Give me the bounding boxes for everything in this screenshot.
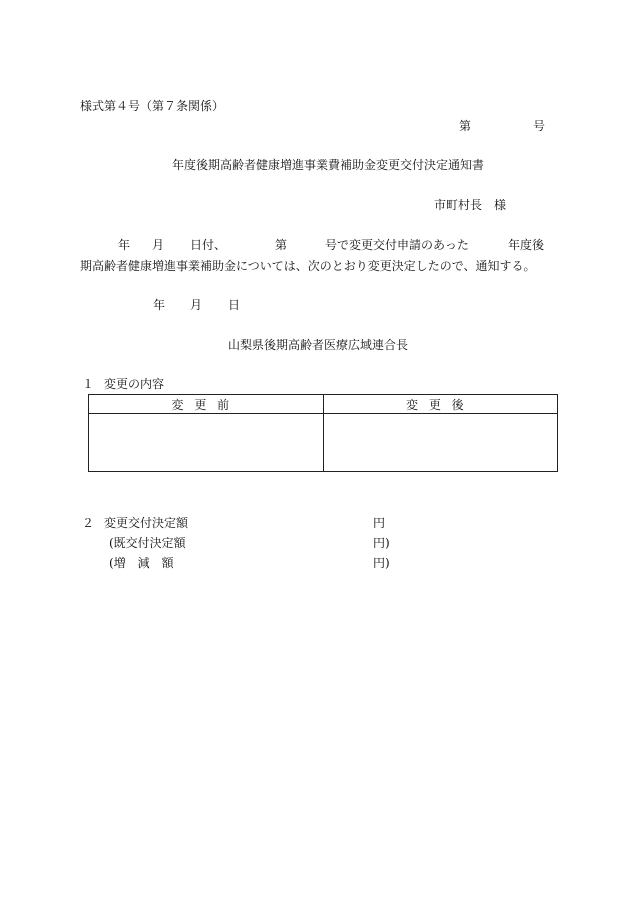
header-after: 変更後: [323, 395, 558, 414]
body-month: 月: [152, 238, 165, 252]
body-no-prefix: 第: [275, 238, 288, 252]
amount-label-3: (増 減 額: [109, 556, 174, 570]
body-request: 号で変更交付申請のあった: [325, 238, 469, 252]
body-fiscal-year: 年度後: [508, 238, 545, 252]
amount-label-1: 変更交付決定額: [104, 516, 189, 530]
addressee: 市町村長 様: [434, 198, 507, 212]
section-1-title: 変更の内容: [104, 377, 165, 391]
doc-number-prefix: 第: [459, 119, 472, 133]
issue-month: 月: [190, 298, 203, 312]
doc-number-suffix: 号: [533, 119, 546, 133]
amount-label-2: (既交付決定額: [109, 536, 186, 550]
issue-day: 日: [228, 298, 241, 312]
change-table: [88, 394, 558, 472]
cell-after: [323, 414, 558, 472]
amount-unit-1: 円: [373, 516, 386, 530]
table-row: [89, 414, 558, 472]
issue-year: 年: [153, 298, 166, 312]
amount-unit-2: 円): [373, 536, 390, 550]
cell-before: [89, 414, 324, 472]
change-table-header: [89, 395, 558, 414]
section-2-number: ２: [82, 516, 95, 530]
body-date: 日付、: [190, 238, 227, 252]
section-1-number: １: [82, 377, 95, 391]
document-title: 年度後期高齢者健康増進事業費補助金変更交付決定通知書: [172, 158, 485, 172]
header-before: 変更前: [89, 395, 324, 414]
body-line-2: 期高齢者健康増進事業補助金については、次のとおり変更決定したので、通知する。: [80, 259, 536, 273]
issuer: 山梨県後期高齢者医療広域連合長: [228, 338, 409, 352]
body-year: 年: [118, 238, 131, 252]
amount-unit-3: 円): [373, 556, 390, 570]
form-label: 様式第４号（第７条関係）: [80, 99, 225, 113]
